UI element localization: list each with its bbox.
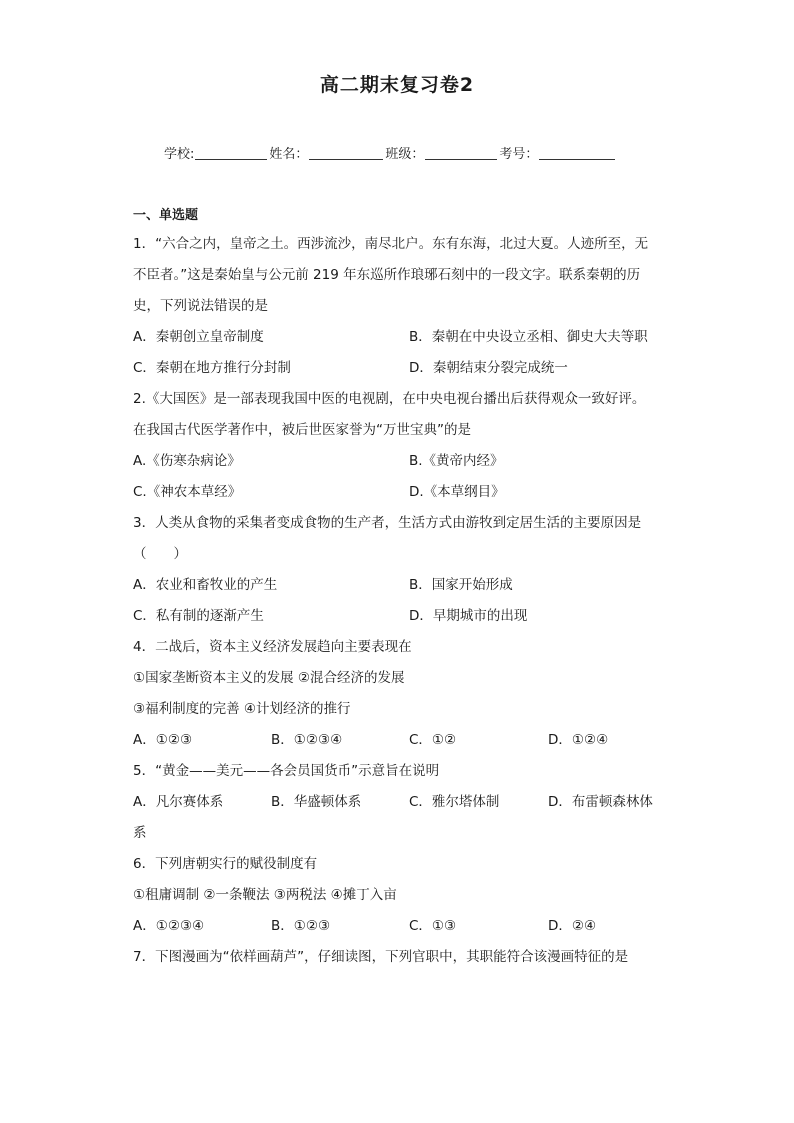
option-a[interactable]: A．①②③④: [133, 918, 205, 934]
question-text-line: 7．下图漫画为“依样画葫芦”，仔细读图，下列官职中，其职能符合该漫画特征的是: [133, 949, 629, 965]
option-b[interactable]: B.《黄帝内经》: [409, 453, 504, 469]
school-label: 学校:: [164, 147, 195, 162]
question-text-line: ③福利制度的完善 ④计划经济的推行: [133, 701, 351, 717]
option-c[interactable]: C．①③: [409, 918, 457, 934]
questions: [133, 203, 673, 973]
school-blank[interactable]: [195, 145, 267, 160]
question-text-line: 2.《大国医》是一部表现我国中医的电视剧，在中央电视台播出后获得观众一致好评。: [133, 391, 646, 407]
options-row: [133, 787, 673, 818]
question-text-line: ①国家垄断资本主义的发展 ②混合经济的发展: [133, 670, 405, 686]
options-row: [133, 570, 673, 601]
question-4: [133, 632, 673, 756]
option-d[interactable]: D．早期城市的出现: [409, 608, 528, 624]
option-a[interactable]: A．①②③: [133, 732, 193, 748]
question-text-line: 1．“六合之内，皇帝之土。西涉流沙，南尽北户。东有东海，北过大夏。人迹所至，无: [133, 236, 649, 252]
question-1: [133, 229, 673, 384]
name-label: 姓名：: [269, 147, 309, 162]
option-c[interactable]: C．秦朝在地方推行分封制: [133, 360, 291, 376]
options-row: [133, 353, 673, 384]
student-info-line: [164, 143, 617, 162]
option-a[interactable]: A.《伤寒杂病论》: [133, 453, 241, 469]
option-b[interactable]: B．①②③④: [271, 732, 343, 748]
question-3: [133, 508, 673, 632]
question-text-line: 6．下列唐朝实行的赋役制度有: [133, 856, 318, 872]
options-row: [133, 601, 673, 632]
option-c[interactable]: C．①②: [409, 732, 457, 748]
question-text-line: ①租庸调制 ②一条鞭法 ③两税法 ④摊丁入亩: [133, 887, 397, 903]
option-c[interactable]: C．雅尔塔体制: [409, 794, 500, 810]
question-text-line: 史，下列说法错误的是: [133, 298, 268, 314]
options-row: [133, 911, 673, 942]
option-a[interactable]: A．凡尔赛体系: [133, 794, 224, 810]
options-row: [133, 446, 673, 477]
question-text-line: 不臣者。”这是秦始皇与公元前 219 年东巡所作琅琊石刻中的一段文字。联系秦朝的历: [133, 267, 641, 283]
options-row: [133, 725, 673, 756]
question-text-line: 3．人类从食物的采集者变成食物的生产者，生活方式由游牧到定居生活的主要原因是: [133, 515, 642, 531]
option-d[interactable]: D．布雷顿森林体: [548, 794, 653, 810]
option-b[interactable]: B．秦朝在中央设立丞相、御史大夫等职: [409, 329, 648, 345]
name-blank[interactable]: [309, 145, 383, 160]
option-c[interactable]: C.《神农本草经》: [133, 484, 242, 500]
option-b[interactable]: B．国家开始形成: [409, 577, 513, 593]
option-a[interactable]: A．秦朝创立皇帝制度: [133, 329, 264, 345]
option-d[interactable]: D．①②④: [548, 732, 609, 748]
question-2: [133, 384, 673, 508]
question-text-line: （ ）: [133, 546, 187, 562]
class-blank[interactable]: [425, 145, 497, 160]
option-d-continuation: 系: [133, 825, 147, 841]
options-row: [133, 322, 673, 353]
option-b[interactable]: B．①②③: [271, 918, 331, 934]
section-heading: 一、单选题: [133, 208, 199, 223]
exam-no-blank[interactable]: [539, 145, 615, 160]
class-label: 班级：: [385, 147, 425, 162]
question-7: [133, 942, 673, 973]
option-d[interactable]: D．②④: [548, 918, 597, 934]
options-row: [133, 477, 673, 508]
exam-no-label: 考号：: [499, 147, 539, 162]
question-text-line: 在我国古代医学著作中，被后世医家誉为“万世宝典”的是: [133, 422, 471, 438]
question-6: [133, 849, 673, 942]
option-c[interactable]: C．私有制的逐渐产生: [133, 608, 264, 624]
question-5: [133, 756, 673, 849]
option-b[interactable]: B．华盛顿体系: [271, 794, 362, 810]
option-a[interactable]: A．农业和畜牧业的产生: [133, 577, 278, 593]
question-text-line: 5．“黄金——美元——各会员国货币”示意旨在说明: [133, 763, 440, 779]
option-d[interactable]: D.《本草纲目》: [409, 484, 505, 500]
option-d[interactable]: D．秦朝结束分裂完成统一: [409, 360, 568, 376]
page-title: 高二期末复习卷2: [319, 74, 475, 96]
question-text-line: 4．二战后，资本主义经济发展趋向主要表现在: [133, 639, 412, 655]
